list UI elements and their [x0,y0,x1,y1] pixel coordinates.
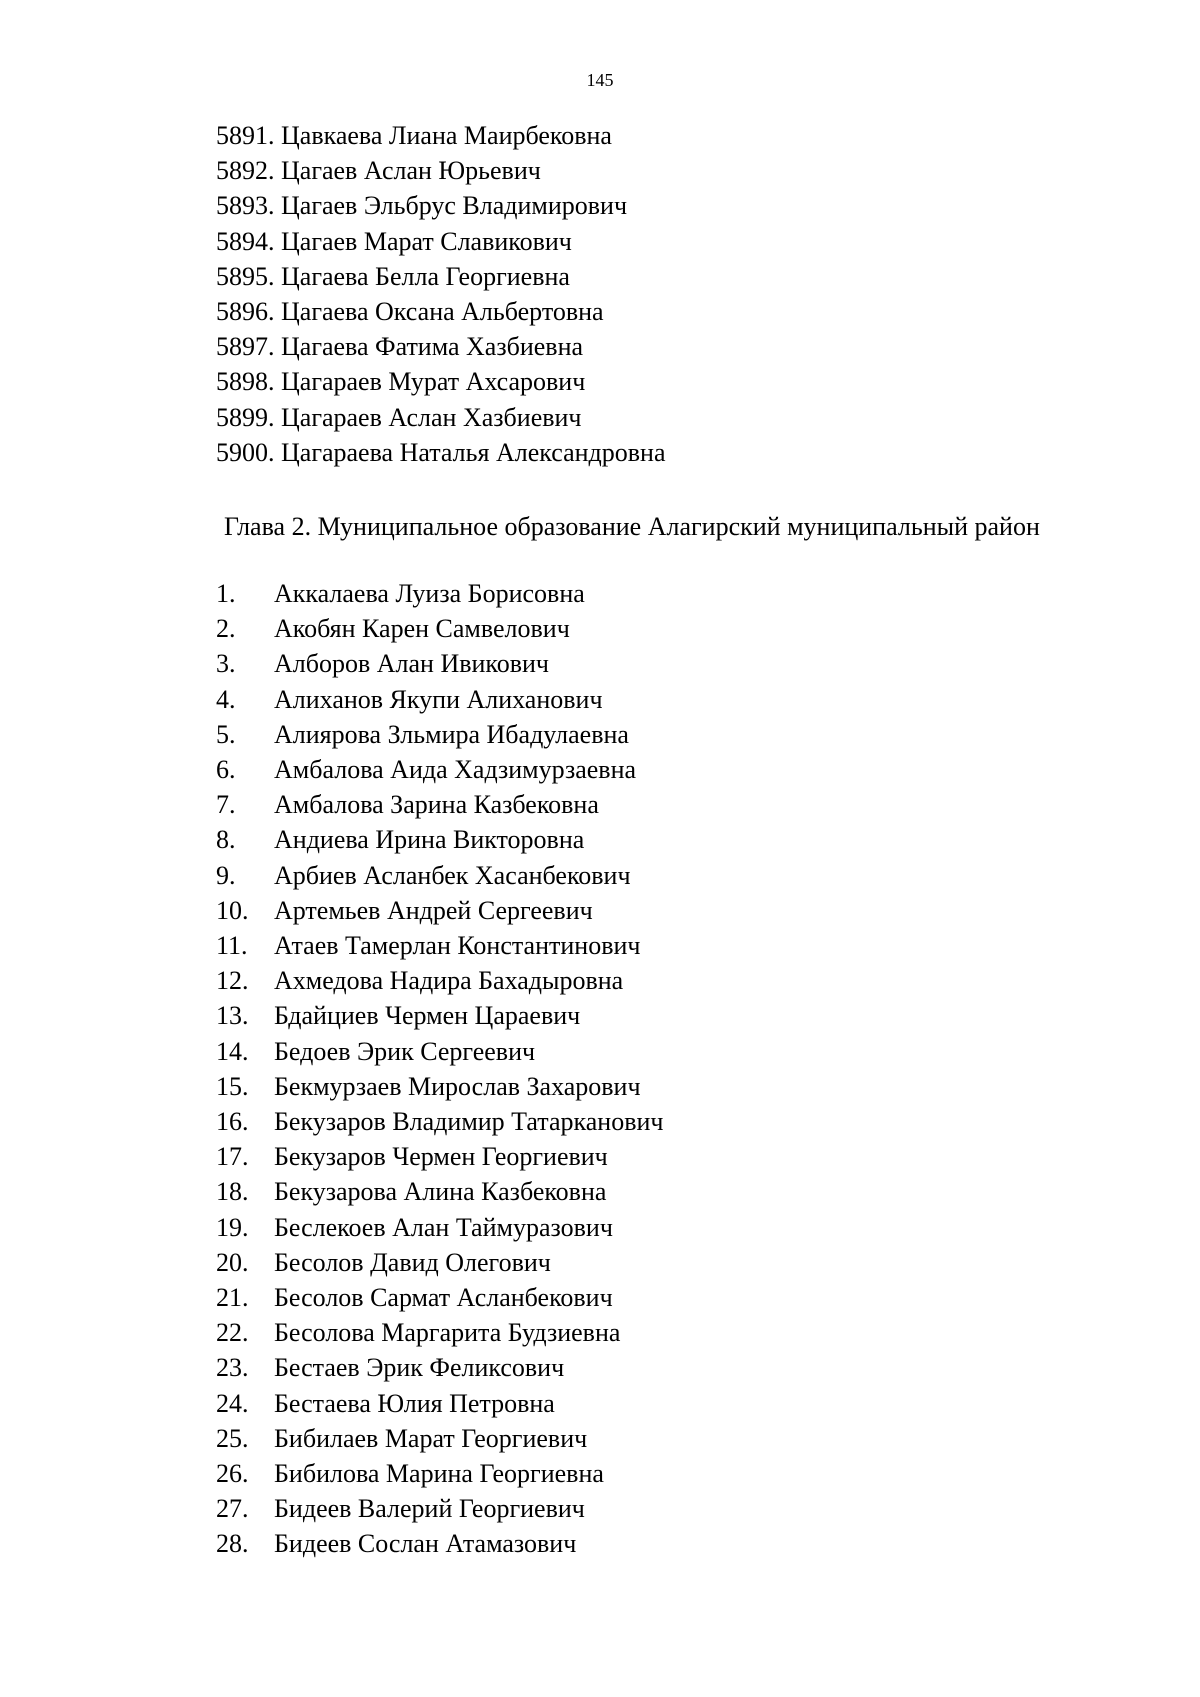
list-item-name: Бесолов Сармат Асланбекович [274,1283,613,1313]
list-item-name: Бибилова Марина Георгиевна [274,1459,604,1489]
list-item [216,822,663,857]
list-item-number: 5896. [216,297,275,327]
list-item-number: 9. [216,860,236,890]
list-item-name: Алиханов Якупи Алиханович [274,684,603,714]
list-item-number: 5894. [216,226,275,256]
list-item [216,1174,663,1209]
list-item [216,435,666,470]
list-item [216,153,666,188]
list-item-number: 22. [216,1318,249,1348]
list-item-number: 6. [216,755,236,785]
list-item-name: Цагараев Аслан Хазбиевич [281,402,582,432]
list-item-name: Бекузаров Чермен Георгиевич [274,1142,608,1172]
list-item-name: Цагараев Мурат Ахсарович [281,367,586,397]
list-item-name: Алиярова Зльмира Ибадулаевна [274,719,629,749]
list-item [216,1210,663,1245]
list-item-number: 10. [216,895,249,925]
list-item-name: Бестаев Эрик Феликсович [274,1353,565,1383]
list-item-number: 5895. [216,261,275,291]
list-item-name: Аккалаева Луиза Борисовна [274,579,585,608]
list-item-number: 5893. [216,191,275,221]
list-item-name: Бекузарова Алина Казбековна [274,1177,607,1207]
list-item [216,963,663,998]
list-item-name: Цагаева Оксана Альбертовна [281,297,604,327]
list-item-name: Алборов Алан Ивикович [274,649,550,679]
list-item-name: Цагаев Эльбрус Владимирович [281,191,628,221]
list-item-number: 12. [216,966,249,996]
list-item-number: 25. [216,1423,249,1453]
list-item-number: 5892. [216,156,275,186]
list-item-number: 1. [216,579,236,608]
list-item-number: 19. [216,1212,249,1242]
list-item-number: 15. [216,1071,249,1101]
list-item-name: Бедоев Эрик Сергеевич [274,1036,536,1066]
list-item [216,329,666,364]
list-item-number: 26. [216,1459,249,1489]
list-item [216,294,666,329]
list-item [216,1421,663,1456]
list-item-name: Амбалова Аида Хадзимурзаевна [274,755,637,785]
list-item [216,188,666,223]
chapter-heading: Глава 2. Муниципальное образование Алагирский муниципальный район [224,512,1040,541]
list-item-number: 16. [216,1107,249,1137]
list-item-name: Арбиев Асланбек Хасанбекович [274,860,631,890]
list-item [216,1491,663,1526]
list-item-name: Цагаев Аслан Юрьевич [281,156,541,186]
list-item-name: Бесолов Давид Олегович [274,1247,551,1277]
list-item [216,400,666,435]
list-item-number: 5891. [216,121,275,150]
list-item-name: Ахмедова Надира Бахадыровна [274,966,624,996]
list-item-name: Бидеев Сослан Атамазович [274,1529,577,1559]
list-item [216,1350,663,1385]
list-item-number: 14. [216,1036,249,1066]
list-item-name: Бибилаев Марат Георгиевич [274,1423,588,1453]
list-item-name: Артемьев Андрей Сергеевич [274,895,593,925]
list-item-name: Цагараева Наталья Александровна [281,437,666,467]
list-item [216,858,663,893]
list-item-number: 4. [216,684,236,714]
list-item [216,717,663,752]
list-item [216,1280,663,1315]
list-item-number: 2. [216,614,236,644]
list-item [216,611,663,646]
list-item [216,1139,663,1174]
list-item [216,118,666,153]
page-number: 145 [586,70,614,90]
list-item-name: Бесолова Маргарита Будзиевна [274,1318,621,1348]
list-item [216,682,663,717]
list-item [216,1315,663,1350]
list-item-name: Акобян Карен Самвелович [274,614,570,644]
list-item [216,1034,663,1069]
list-item [216,576,663,611]
list-item [216,1104,663,1139]
list-item [216,752,663,787]
list-item-name: Бестаева Юлия Петровна [274,1388,555,1418]
list-item-number: 23. [216,1353,249,1383]
list-item-name: Цагаева Фатима Хазбиевна [281,332,584,362]
list-item [216,998,663,1033]
list-item-name: Цагаева Белла Георгиевна [281,261,570,291]
list-item-number: 27. [216,1494,249,1524]
list-item-name: Бидеев Валерий Георгиевич [274,1494,585,1524]
list-item-name: Бдайциев Чермен Цараевич [274,1001,581,1031]
list-item-number: 18. [216,1177,249,1207]
list-item [216,1526,663,1561]
list-item-number: 5900. [216,437,275,467]
list-item [216,1456,663,1491]
list-item-name: Бекузаров Владимир Татарканович [274,1107,664,1137]
list-item-name: Атаев Тамерлан Константинович [274,931,641,961]
list-item-number: 5899. [216,402,275,432]
list-item [216,928,663,963]
list-item-number: 5. [216,719,236,749]
list-item-number: 28. [216,1529,249,1559]
list-item-name: Бекмурзаев Мирослав Захарович [274,1071,641,1101]
list-item-name: Цавкаева Лиана Маирбековна [281,121,612,150]
list-item-number: 17. [216,1142,249,1172]
list-item-number: 21. [216,1283,249,1313]
list-item [216,1245,663,1280]
list-item-number: 5897. [216,332,275,362]
list-item-number: 11. [216,931,248,961]
list-item [216,893,663,928]
list-item-number: 8. [216,825,236,855]
list-item-number: 20. [216,1247,249,1277]
list-item [216,224,666,259]
list-item-number: 24. [216,1388,249,1418]
list-item [216,787,663,822]
list-item-number: 3. [216,649,236,679]
list-item [216,1386,663,1421]
list-item-name: Беслекоев Алан Таймуразович [274,1212,613,1242]
list-item-name: Андиева Ирина Викторовна [274,825,585,855]
chapter-list [216,576,663,1562]
list-item-number: 13. [216,1001,249,1031]
list-item [216,1069,663,1104]
list-item [216,364,666,399]
list-item-name: Цагаев Марат Славикович [281,226,572,256]
list-item-number: 7. [216,790,236,820]
list-item-name: Амбалова Зарина Казбековна [274,790,599,820]
list-item [216,646,663,681]
list-item-number: 5898. [216,367,275,397]
previous-chapter-list [216,118,666,470]
list-item [216,259,666,294]
